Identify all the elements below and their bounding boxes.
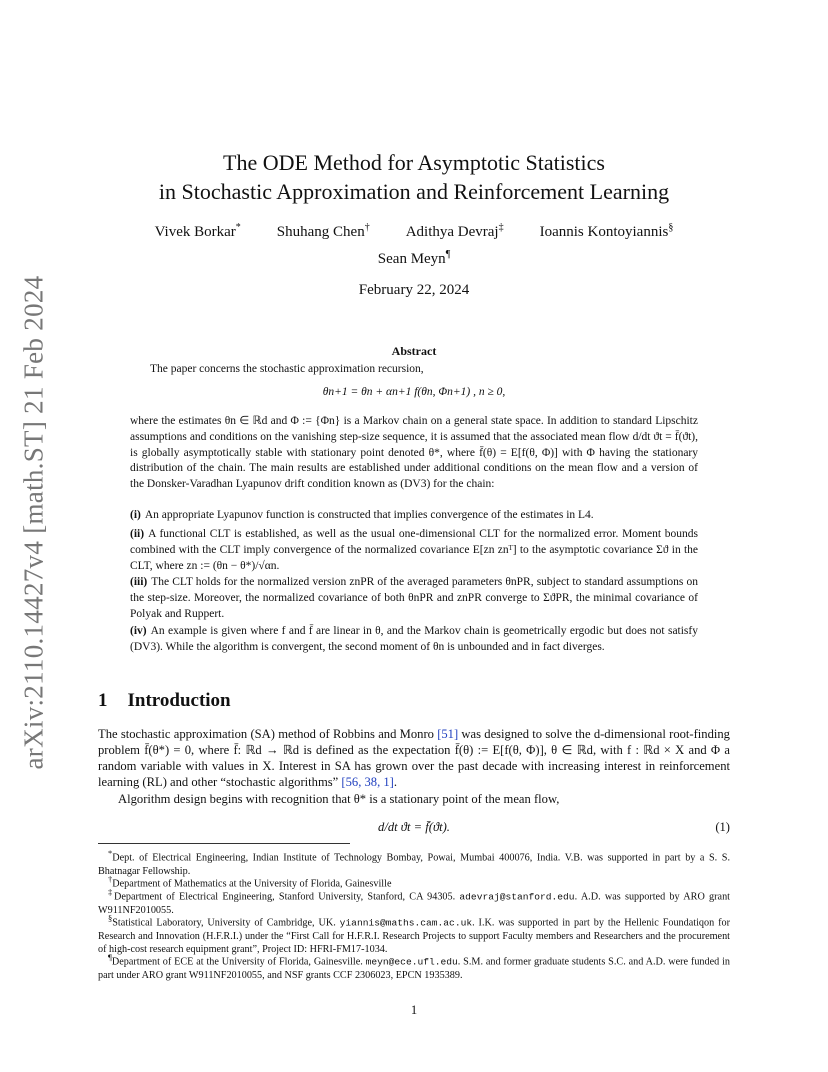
item-label: (iii) <box>130 576 148 588</box>
equation-expression: d/dt ϑt = f̄(ϑt). <box>378 820 450 834</box>
equation-number: (1) <box>715 820 730 834</box>
arxiv-side-identifier <box>6 272 62 772</box>
footnote-text: Department of ECE at the University of Florida, Gainesville. <box>111 956 366 968</box>
author <box>540 222 674 241</box>
intro-paragraph-2: Algorithm design begins with recognition that θ* is a stationary point of the mean flow, <box>118 792 560 806</box>
footnote <box>98 951 730 982</box>
item-text: An appropriate Lyapunov function is constructed that implies convergence of the estimates in L4. <box>144 509 594 521</box>
author-mark: ¶ <box>445 249 451 260</box>
abstract-item <box>130 575 698 622</box>
item-text: An example is given where f and f̄ are linear in θ, and the Markov chain is geometrically ergodic but does not satisfy (DV3). While the algorithm is convergent, the second moment of θn is unbounded and in fact diverges. <box>130 625 698 653</box>
abstract-body: where the estimates θn ∈ ℝd and Φ := {Φn} is a Markov chain on a general state space. In addition to standard Lipschitz assumptions and conditions on the vanishing step-size sequence, it is assumed that the associated mean flow d/dt ϑt = f̄(ϑt), is globally asymptotically stable with stationary point denoted θ*, where f̄(θ) = E[f(θ, Φ)] with Φ having the stationary distribution of the chain. The main results are established under additional conditions on the mean flow and a version of the Donsker-Varadhan Lyapunov drift condition known as (DV3) for the chain: <box>130 415 698 491</box>
arxiv-id-text: arXiv:2110.14427v4 [math.ST] 21 Feb 2024 <box>18 275 49 769</box>
author-name: Sean Meyn <box>377 251 446 267</box>
author <box>378 249 450 268</box>
footnote-text: Department of Electrical Engineering, Stanford University, Stanford, CA 94305. <box>113 891 460 903</box>
text-run: was designed to solve the d-dimensional root-finding problem f̄(θ*) = 0, where f̄: ℝd → ℝd is defined as the expectation f̄(θ) := E[f(θ, Φ)], θ ∈ ℝd, with f : ℝd × X and Φ a random variable with values in X. Interest in SA has grown over the past decade with increasing interest in reinforcement learning (RL) and other “stochastic algorithms” <box>98 727 730 789</box>
citation-link[interactable]: [56, 38, 1] <box>341 775 394 789</box>
page-number: 1 <box>410 1003 418 1017</box>
footnote <box>98 912 730 956</box>
title-line-1: The ODE Method for Asymptotic Statistics <box>223 150 605 175</box>
author-name: Shuhang Chen <box>276 224 365 240</box>
citation-link[interactable]: [51] <box>437 727 459 741</box>
footnote-text: Department of Mathematics at the University of Florida, Gainesville <box>112 878 392 890</box>
section-title: Introduction <box>127 690 231 711</box>
section-heading <box>98 690 231 712</box>
intro-paragraph-1 <box>98 726 730 790</box>
footnote-mark: * <box>108 848 113 858</box>
author-mark: * <box>235 222 241 233</box>
footnote-text: . A.D. was supported by ARO grant W911NF2010055. <box>98 891 730 916</box>
email-address: meyn@ece.ufl.edu <box>365 956 458 968</box>
item-label: (iv) <box>130 625 147 637</box>
author-list <box>100 222 728 268</box>
abstract-item <box>130 624 698 656</box>
author-mark: ‡ <box>498 222 504 233</box>
abstract-item <box>130 508 698 524</box>
item-label: (ii) <box>130 528 145 540</box>
abstract-intro: The paper concerns the stochastic approximation recursion, <box>150 363 424 375</box>
item-text: A functional CLT is established, as well as the usual one-dimensional CLT for the normalized error. Moment bounds combined with the CLT imply convergence of the normalized covariance E[zn znᵀ] to the asymptotic covariance Σϑ in the CLT, where zn := (θn − θ*)/√αn. <box>130 528 698 572</box>
text-run: . <box>393 775 398 789</box>
author-mark: § <box>668 222 674 233</box>
abstract-item <box>130 527 698 574</box>
paper-date: February 22, 2024 <box>358 282 470 298</box>
paper-title <box>100 148 728 206</box>
abstract-heading: Abstract <box>391 344 437 358</box>
text-run: The stochastic approximation (SA) method of Robbins and Monro <box>98 727 438 741</box>
footnote-text: Statistical Laboratory, University of Cambridge, UK. <box>112 917 340 929</box>
abstract-equation: θn+1 = θn + αn+1 f(θn, Φn+1) , n ≥ 0, <box>322 386 506 398</box>
title-line-2: in Stochastic Approximation and Reinforcement Learning <box>158 179 670 204</box>
author <box>155 222 241 241</box>
footnote-text: Dept. of Electrical Engineering, Indian Institute of Technology Bombay, Powai, Mumbai 400076, India. V.B. was supported in part by a S. S. Bhatnagar Fellowship. <box>98 852 730 877</box>
footnote-mark: § <box>108 913 113 923</box>
email-address: adevraj@stanford.edu <box>459 891 575 903</box>
author-name: Ioannis Kontoyiannis <box>539 224 669 240</box>
email-address: yiannis@maths.cam.ac.uk <box>339 917 473 929</box>
item-text: The CLT holds for the normalized version znPR of the averaged parameters θnPR, subject to standard assumptions on the step-size. Moreover, the normalized covariance of both θnPR and znPR converge to ΣϑPR, the minimal covariance of Polyak and Ruppert. <box>130 576 698 620</box>
author-mark: † <box>364 222 370 233</box>
author <box>277 222 370 241</box>
author-name: Adithya Devraj <box>405 224 499 240</box>
footnote-rule <box>98 843 350 844</box>
footnote-mark: ‡ <box>108 887 114 897</box>
item-label: (i) <box>130 509 141 521</box>
author-name: Vivek Borkar <box>154 224 236 240</box>
section-number: 1 <box>98 690 108 711</box>
footnote-mark: † <box>108 874 113 884</box>
footnote-mark: ¶ <box>108 952 112 962</box>
footnote-text: . I.K. was supported in part by the Hellenic Foundatiqon for Research and Innovation (H.F.R.I.) under the “First Call for H.F.R.I. Research Projects to support Faculty members and Researchers and the procurement of high-cost research equipment grant”, Project ID: HFRI-FM17-1034. <box>98 917 731 955</box>
author <box>406 222 504 241</box>
footnote-text: . S.M. and former graduate students S.C. and A.D. were funded in part under ARO grant W911NF2010055, and NSF grants CCF 2306023, EPCN 1935389. <box>98 956 730 981</box>
